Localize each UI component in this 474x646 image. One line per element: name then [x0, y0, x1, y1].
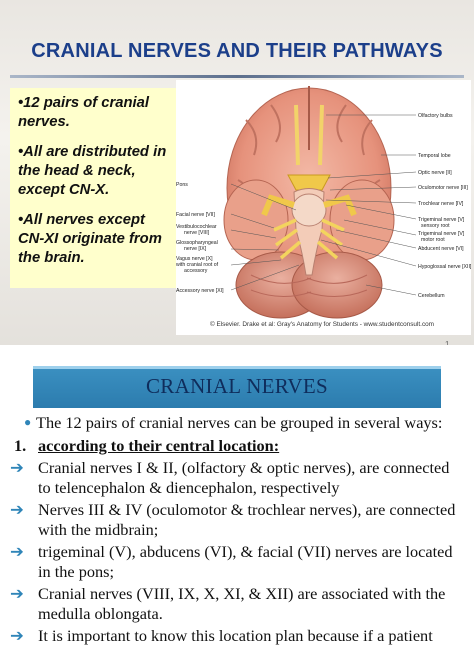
label-vagus-nerve-3: accessory — [184, 268, 208, 274]
label-facial-nerve: Facial nerve [VII] — [176, 212, 215, 218]
arrow-item — [10, 500, 464, 539]
label-olfactory-bulbs: Olfactory bulbs — [418, 113, 453, 119]
label-oculomotor-nerve: Oculomotor nerve [III] — [418, 185, 468, 191]
slide-2-banner — [33, 366, 441, 408]
brain-illustration — [176, 80, 471, 335]
brain-diagram — [176, 80, 471, 335]
numbered-text: according to their central location: — [38, 435, 280, 455]
bullet-item: •All are distributed in the head & neck, except CN-X. — [18, 144, 167, 198]
label-motor-root: motor root — [421, 237, 445, 243]
arrow-item-text: trigeminal (V), abducens (VI), & facial (VII) nerves are located in the pons; — [38, 542, 453, 581]
numbered-item — [10, 436, 464, 456]
bullet-item: •12 pairs of cranial nerves. — [18, 95, 150, 130]
arrow-item-text: Cranial nerves (VIII, IX, X, XI, & XII) are associated with the medulla oblongata. — [38, 584, 446, 623]
bullet-dot-icon: ● — [24, 415, 32, 429]
arrow-item — [10, 458, 464, 497]
intro-text: The 12 pairs of cranial nerves can be grouped in several ways: — [36, 413, 443, 432]
arrow-icon: ➔ — [10, 458, 24, 477]
label-glossopharyngeal: Glossopharyngeal — [176, 240, 218, 246]
label-vestibulocochlear: Vestibulocochlear — [176, 224, 217, 230]
label-temporal-lobe: Temporal lobe — [418, 153, 451, 159]
bullet-item: •All nerves except CN-XI originate from the brain. — [18, 212, 162, 266]
label-vagus-nerve-2: with cranial root of — [176, 262, 219, 268]
arrow-icon: ➔ — [10, 584, 24, 603]
label-trochlear-nerve: Trochlear nerve [IV] — [418, 201, 464, 207]
slide-2-body — [10, 413, 464, 646]
arrow-item — [10, 626, 464, 646]
slide-gap — [0, 345, 474, 357]
slide-2-title: CRANIAL NERVES — [146, 374, 328, 398]
bullet-box — [10, 88, 176, 288]
label-vestibulocochlear-2: nerve [VIII] — [184, 230, 210, 236]
slide-2 — [0, 357, 474, 645]
number-marker: 1. — [14, 435, 27, 455]
label-hypoglossal-nerve: Hypoglossal nerve [XII] — [418, 264, 471, 270]
arrow-icon: ➔ — [10, 500, 24, 519]
label-trigeminal-sensory: Trigeminal nerve [V] — [418, 217, 465, 223]
intro-item — [10, 413, 464, 433]
label-vagus-nerve: Vagus nerve [X] — [176, 256, 213, 262]
label-optic-nerve: Optic nerve [II] — [418, 170, 452, 176]
title-divider — [10, 75, 464, 78]
label-accessory-nerve: Accessory nerve [XI] — [176, 288, 224, 294]
arrow-icon: ➔ — [10, 542, 24, 561]
arrow-item-text: It is important to know this location plan because if a patient — [38, 626, 433, 645]
arrow-item — [10, 542, 464, 581]
label-cerebellum: Cerebellum — [418, 293, 445, 299]
label-abducent-nerve: Abducent nerve [VI] — [418, 246, 464, 252]
image-credit: © Elsevier. Drake et al: Gray's Anatomy for Students - www.studentconsult.com — [210, 321, 435, 328]
arrow-item-text: Cranial nerves I & II, (olfactory & optic nerves), are connected to telencephalon & diencephalon, respectively — [38, 458, 450, 497]
slide-1-title: CRANIAL NERVES AND THEIR PATHWAYS — [31, 40, 443, 62]
label-sensory-root: sensory root — [421, 223, 450, 229]
label-trigeminal-motor: Trigeminal nerve [V] — [418, 231, 465, 237]
arrow-item — [10, 584, 464, 623]
arrow-item-text: Nerves III & IV (oculomotor & trochlear nerves), are connected with the midbrain; — [38, 500, 456, 539]
label-pons: Pons — [176, 182, 188, 188]
arrow-icon: ➔ — [10, 626, 24, 645]
label-glossopharyngeal-2: nerve [IX] — [184, 246, 207, 252]
